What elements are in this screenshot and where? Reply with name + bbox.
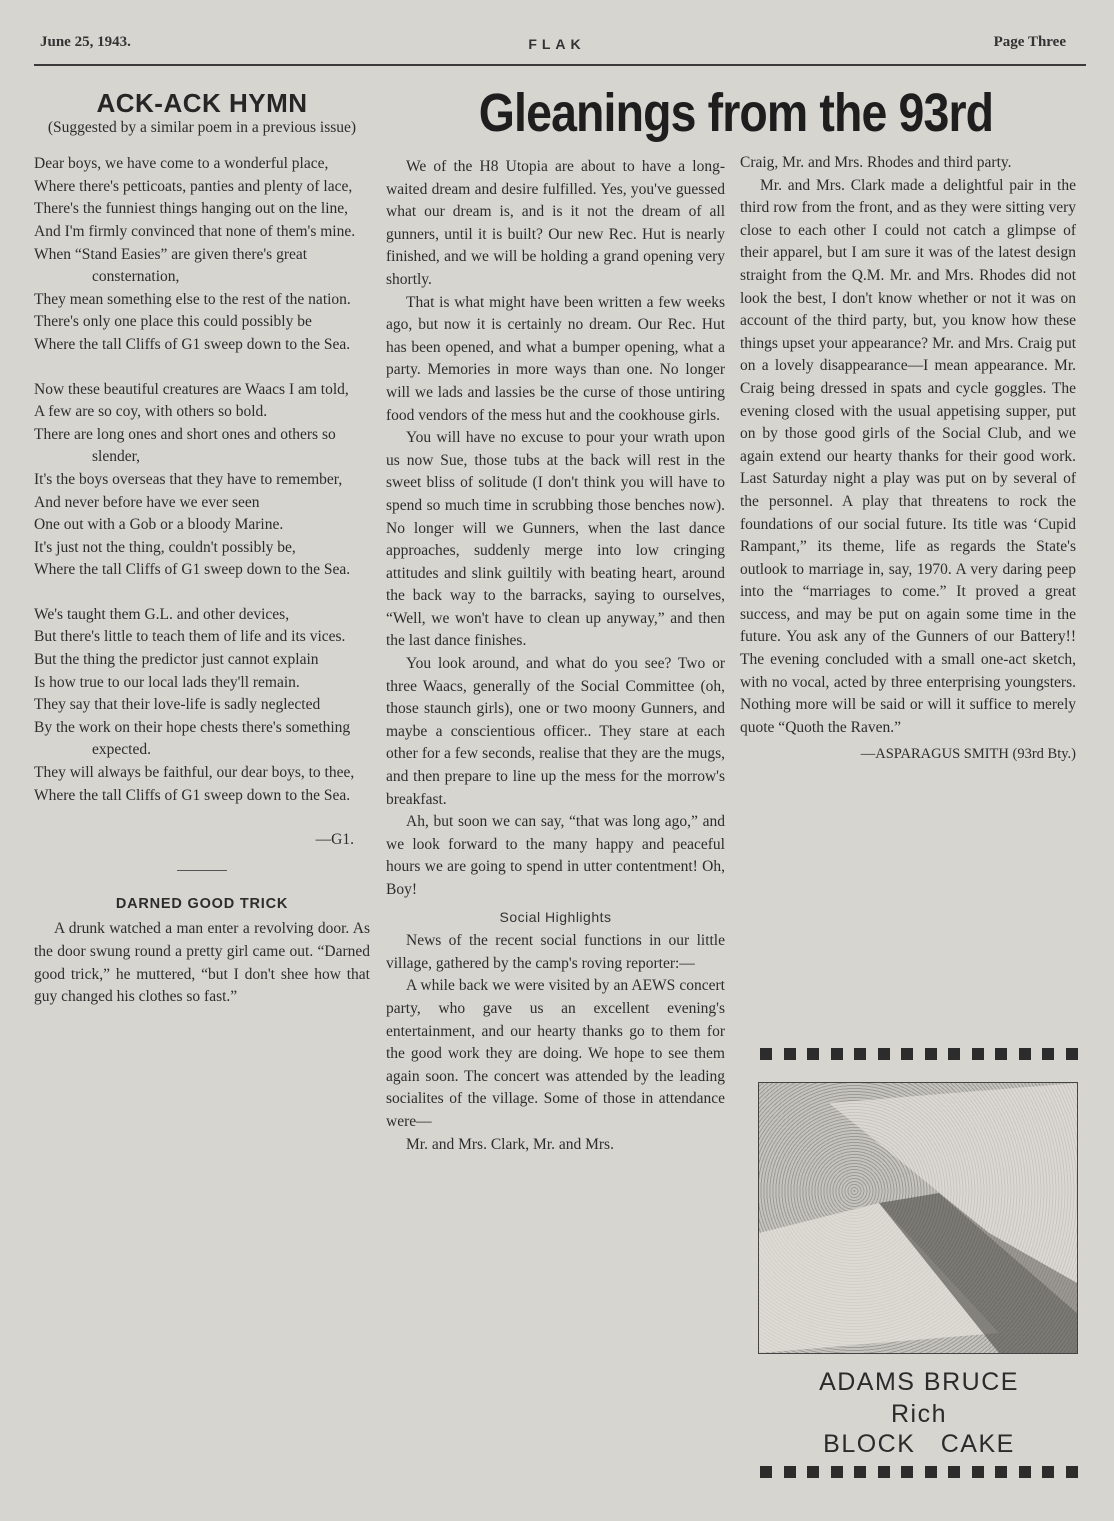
border-square xyxy=(760,1466,772,1478)
paper-name: FLAK xyxy=(528,36,586,52)
poem-line: Dear boys, we have come to a wonderful place, xyxy=(34,155,329,173)
social-heading: Social Highlights xyxy=(499,908,612,925)
border-square xyxy=(995,1466,1007,1478)
border-square xyxy=(972,1048,984,1060)
poem-line: But there's little to teach them of life and its vices. xyxy=(34,628,346,646)
border-square xyxy=(948,1048,960,1060)
border-square xyxy=(831,1466,843,1478)
article-column-2 xyxy=(386,156,725,1156)
article-headline: Gleanings from the 93rd xyxy=(478,83,994,143)
poem-line: There's only one place this could possibly be xyxy=(34,313,312,331)
ad-rich: Rich xyxy=(890,1400,947,1428)
poem-column xyxy=(34,88,370,1009)
article-byline: —ASPARAGUS SMITH (93rd Bty.) xyxy=(860,746,1076,763)
border-square xyxy=(1019,1048,1031,1060)
border-square xyxy=(1042,1466,1054,1478)
poem-line: It's just not the thing, couldn't possibly be, xyxy=(34,538,296,556)
issue-date: June 25, 1943. xyxy=(40,34,131,50)
paragraph: Mr. and Mrs. Clark made a delightful pair in the third row from the front, and as they were sitting very close to each other I could not catch a glimpse of their apparel, but I am sure it was of the latest design straight from the Q.M. Mr. and Mrs. Rhodes did not look the best, I don't know whether or not it was on account of the third party, but, you know how these things upset your appearance? Mr. and Mrs. Craig put on a lovely disappearance—I mean appearance. Mr. Craig being dressed in spats and cycle goggles. The evening closed with the usual appetising supper, put on by those good girls of the Social Club, and we again extend our hearty thanks for their good work. Last Saturday night a play was put on by several of the personnel. A play that threatens to rock the foundations of our social future. Its title was ‘Cupid Rampant,” its theme, life as regards the State's outlook to marriage in, say, 1970. A very daring peep into the “marriages to come.” It proved a great success, and may be put on again some time in the future. You ask any of the Gunners of our Battery!! The evening concluded with a small one-act sketch, with no vocal, acted by three enterprising youngsters. Nothing more will be said or will it suffice to merely quote “Quoth the Raven.” xyxy=(740,176,1076,736)
border-square xyxy=(995,1048,1007,1060)
paragraph: Ah, but soon we can say, “that was long ago,” and we look forward to the many happy and peaceful hours we are going to spend in utter contentment! Oh, Boy! xyxy=(386,813,725,898)
border-square xyxy=(854,1048,866,1060)
poem-line: A few are so coy, with others so bold. xyxy=(34,403,268,421)
border-square xyxy=(807,1466,819,1478)
poem-line: There are long ones and short ones and others so slender, xyxy=(34,425,336,466)
border-square xyxy=(760,1048,772,1060)
paragraph: Craig, Mr. and Mrs. Rhodes and third party. xyxy=(740,154,1012,171)
article-column-3 xyxy=(740,152,1076,766)
poem-line: But the thing the predictor just cannot explain xyxy=(34,651,319,669)
border-square xyxy=(807,1048,819,1060)
article-paragraphs xyxy=(386,156,725,902)
poem-line: By the work on their hope chests there's something expected. xyxy=(34,718,351,759)
cake-photo-icon xyxy=(758,1082,1078,1354)
border-square xyxy=(972,1466,984,1478)
ad-product: BLOCK CAKE xyxy=(823,1430,1015,1458)
paragraph: We of the H8 Utopia are about to have a long-waited dream and desire fulfilled. Yes, you've guessed what our dream is, and is it not the dream of all gunners, until it is built? Our new Rec. Hut is nearly finished, and we will be holding a grand opening very shortly. xyxy=(386,158,725,288)
paragraph: You look around, and what do you see? Two or three Waacs, generally of the Social Committee (oh, those staunch girls), one or two moony Gunners, and maybe a conscientious officer.. They stare at each other for a few seconds, realise that they are the mugs, and then prepare to line up the mess for the morrow's breakfast. xyxy=(386,655,725,808)
poem-line: When “Stand Easies” are given there's great consternation, xyxy=(34,245,308,286)
border-square xyxy=(784,1048,796,1060)
poem-line: One out with a Gob or a bloody Marine. xyxy=(34,516,284,534)
border-square xyxy=(1042,1048,1054,1060)
poem-stanzas xyxy=(34,153,370,807)
page-number: Page Three xyxy=(993,34,1066,50)
poem-line: And never before have we ever seen xyxy=(34,493,260,511)
paragraph: That is what might have been written a few weeks ago, but now it is certainly no dream. Our Rec. Hut has been opened, and what a bumper opening, what a party. Memories in more ways than one. No longer will we lads and lassies be the curse of those untiring food vendors of the mess hut and the cookhouse girls. xyxy=(386,293,725,424)
poem-line: Where the tall Cliffs of G1 sweep down to the Sea. xyxy=(34,561,351,579)
poem-line: Where the tall Cliffs of G1 sweep down to the Sea. xyxy=(34,786,351,804)
ad-bottom-border xyxy=(760,1466,1078,1478)
trick-body: A drunk watched a man enter a revolving door. As the door swung round a pretty girl came out. “Darned good trick,” he muttered, “but I don't shee how that guy changed his clothes so fast.” xyxy=(34,920,370,1006)
poem-stanza xyxy=(34,604,370,807)
divider xyxy=(177,870,227,871)
border-square xyxy=(831,1048,843,1060)
ad-brand: ADAMS BRUCE xyxy=(819,1368,1019,1396)
trick-title: DARNED GOOD TRICK xyxy=(115,895,289,912)
poem-line: It's the boys overseas that they have to remember, xyxy=(34,470,343,488)
poem-line: They say that their love-life is sadly neglected xyxy=(34,696,321,714)
paragraph: You will have no excuse to pour your wrath upon us now Sue, those tubs at the back will rest in the sweet bliss of solitude (I don't think you will have to spend so much time in scrubbing those benches now). No longer will we Gunners, when the last dance approaches, suddenly merge into low cringing attitudes and slink guiltily with beating heart, around the back way to the barracks, saying to ourselves, “Well, we won't have to clean up anyway,” and then the last dance finishes. xyxy=(386,429,725,650)
poem-line: Now these beautiful creatures are Waacs I am told, xyxy=(34,380,349,398)
border-square xyxy=(878,1048,890,1060)
cake-photo-svg xyxy=(759,1083,1077,1353)
paragraph: News of the recent social functions in our little village, gathered by the camp's roving reporter:— xyxy=(386,932,725,972)
border-square xyxy=(901,1048,913,1060)
paragraph: A while back we were visited by an AEWS concert party, who gave us an excellent evening's entertainment, and our hearty thanks go to them for the good work they are doing. We hope to see them again soon. The concert was attended by the leading socialites of the village. Some of those in attendance were— xyxy=(386,977,725,1130)
poem-line: They mean something else to the rest of the nation. xyxy=(34,290,351,308)
border-square xyxy=(1019,1466,1031,1478)
social-paragraphs xyxy=(386,930,725,1156)
border-square xyxy=(925,1048,937,1060)
poem-line: And I'm firmly convinced that none of them's mine. xyxy=(34,222,356,240)
border-square xyxy=(1066,1466,1078,1478)
poem-subtitle: (Suggested by a similar poem in a previous issue) xyxy=(47,118,357,136)
border-square xyxy=(854,1466,866,1478)
ad-top-border xyxy=(760,1048,1078,1060)
poem-line: They will always be faithful, our dear boys, to thee, xyxy=(34,764,355,782)
paragraph: Mr. and Mrs. Clark, Mr. and Mrs. xyxy=(406,1135,614,1153)
poem-signature: —G1. xyxy=(315,831,354,849)
poem-title: ACK-ACK HYMN xyxy=(96,88,308,118)
border-square xyxy=(1066,1048,1078,1060)
poem-line: Where the tall Cliffs of G1 sweep down to the Sea. xyxy=(34,335,351,353)
poem-line: Where there's petticoats, panties and plenty of lace, xyxy=(34,177,353,195)
poem-stanza xyxy=(34,379,370,582)
border-square xyxy=(878,1466,890,1478)
border-square xyxy=(948,1466,960,1478)
poem-stanza xyxy=(34,153,370,356)
poem-line: There's the funniest things hanging out on the line, xyxy=(34,200,349,218)
header-rule xyxy=(34,64,1086,66)
border-square xyxy=(925,1466,937,1478)
poem-line: We's taught them G.L. and other devices, xyxy=(34,605,290,623)
border-square xyxy=(784,1466,796,1478)
border-square xyxy=(901,1466,913,1478)
column-3-paragraphs xyxy=(740,152,1076,739)
poem-line: Is how true to our local lads they'll remain. xyxy=(34,673,300,691)
